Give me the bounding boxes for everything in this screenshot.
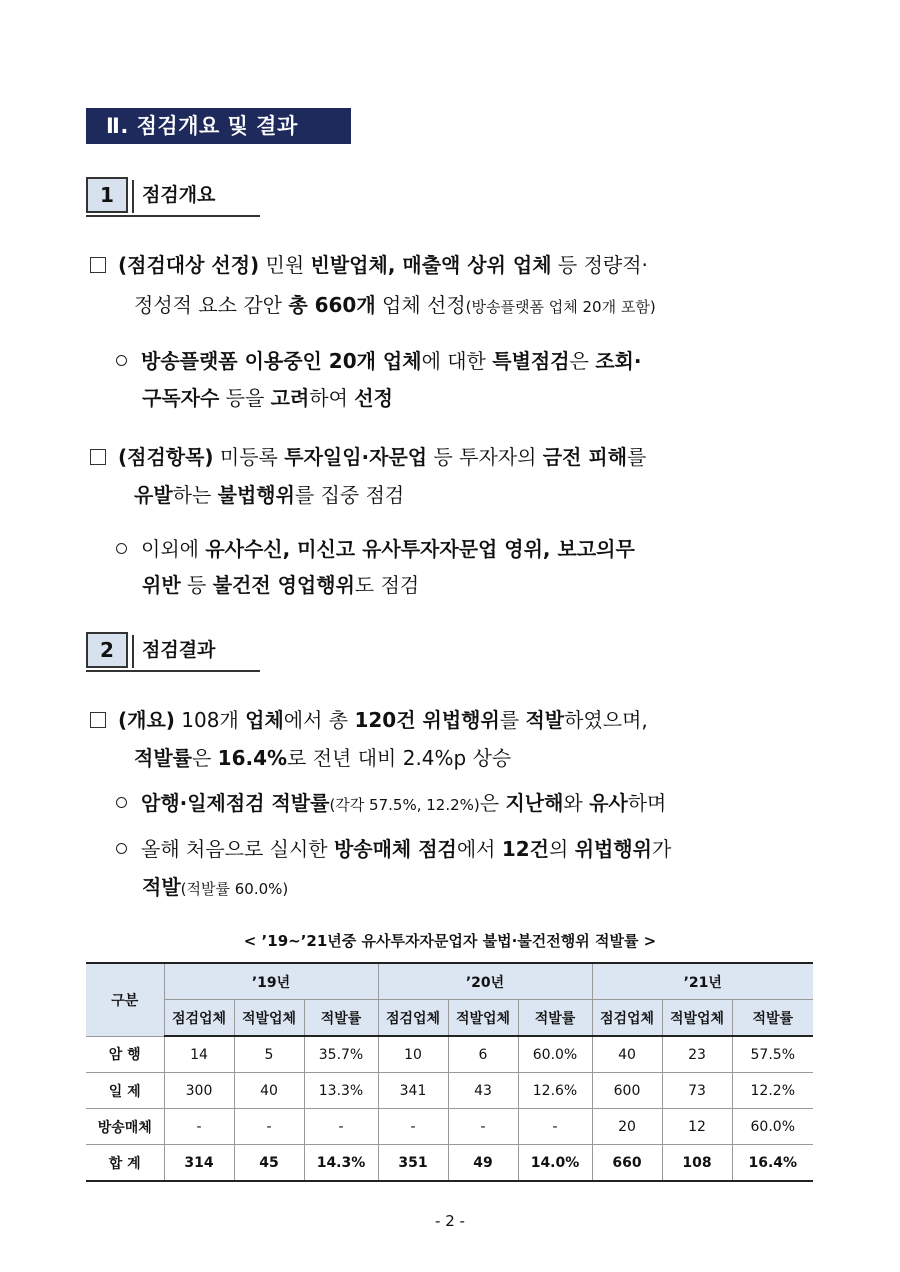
table-row bbox=[86, 1036, 813, 1073]
subsection-heading-1 bbox=[86, 177, 286, 217]
table-row bbox=[86, 1109, 813, 1145]
table-cell: 49 bbox=[448, 1145, 518, 1182]
circle-bullet-icon bbox=[116, 543, 127, 554]
table-cell: 14.0% bbox=[518, 1145, 592, 1182]
table-cell: 341 bbox=[378, 1073, 448, 1109]
table-row bbox=[86, 1073, 813, 1109]
table-cell: 14.3% bbox=[304, 1145, 378, 1182]
table-cell: 314 bbox=[164, 1145, 234, 1182]
subcol-header: 점검업체 bbox=[164, 1000, 234, 1037]
table-cell: 600 bbox=[592, 1073, 662, 1109]
subsection-title: 점검결과 bbox=[142, 639, 216, 661]
table-cell: - bbox=[378, 1109, 448, 1145]
subcol-header: 적발률 bbox=[732, 1000, 813, 1037]
paragraph-overview: (개요) 108개 업체에서 총 120건 위법행위를 적발하였으며, bbox=[90, 703, 648, 737]
table-cell: 60.0% bbox=[518, 1036, 592, 1073]
subpoint-broadcast-inspection-cont: 적발(적발률 60.0%) bbox=[142, 875, 289, 899]
table-cell: - bbox=[448, 1109, 518, 1145]
paragraph-target-selection-cont: 정성적 요소 감안 총 660개 업체 선정(방송플랫폼 업체 20개 포함) bbox=[134, 293, 656, 317]
circle-bullet-icon bbox=[116, 355, 127, 366]
table-cell: 6 bbox=[448, 1036, 518, 1073]
table-row bbox=[86, 1145, 813, 1182]
paragraph-inspection-items-cont: 유발하는 불법행위를 집중 점검 bbox=[134, 483, 405, 507]
subcol-header: 적발업체 bbox=[448, 1000, 518, 1037]
subcol-header: 적발률 bbox=[304, 1000, 378, 1037]
table-cell: 60.0% bbox=[732, 1109, 813, 1145]
table-cell: 12.2% bbox=[732, 1073, 813, 1109]
table-cell: 351 bbox=[378, 1145, 448, 1182]
table-cell: - bbox=[304, 1109, 378, 1145]
table-cell: 57.5% bbox=[732, 1036, 813, 1073]
page-number: - 2 - bbox=[435, 1212, 465, 1230]
checkbox-bullet-icon bbox=[90, 712, 106, 728]
table-cell: - bbox=[164, 1109, 234, 1145]
subpoint-other-items: 이외에 유사수신, 미신고 유사투자자문업 영위, 보고의무 bbox=[116, 532, 635, 566]
table-row-header-label: 구분 bbox=[86, 963, 164, 1036]
subpoint-broadcast-inspection: 올해 처음으로 실시한 방송매체 점검에서 12건의 위법행위가 bbox=[116, 832, 671, 866]
subsection-divider bbox=[132, 635, 134, 668]
table-cell: 12 bbox=[662, 1109, 732, 1145]
table-caption: < ’19~’21년중 유사투자자문업자 불법·불건전행위 적발률 > bbox=[243, 932, 657, 950]
subpoint-other-items-cont: 위반 등 불건전 영업행위도 점검 bbox=[142, 573, 420, 597]
subcol-header: 적발업체 bbox=[662, 1000, 732, 1037]
table-cell: 660 bbox=[592, 1145, 662, 1182]
subsection-title: 점검개요 bbox=[142, 184, 216, 206]
paragraph-target-selection: (점검대상 선정) 민원 빈발업체, 매출액 상위 업체 등 정량적· bbox=[90, 248, 648, 282]
subsection-underline bbox=[86, 670, 260, 672]
table-cell: 20 bbox=[592, 1109, 662, 1145]
row-label: 암 행 bbox=[86, 1036, 164, 1073]
subpoint-detection-rate: 암행·일제점검 적발률(각각 57.5%, 12.2%)은 지난해와 유사하며 bbox=[116, 786, 666, 822]
row-label: 합 계 bbox=[86, 1145, 164, 1182]
table-cell: 43 bbox=[448, 1073, 518, 1109]
circle-bullet-icon bbox=[116, 797, 127, 808]
table-cell: 16.4% bbox=[732, 1145, 813, 1182]
detection-rate-table bbox=[86, 962, 813, 1182]
table-cell: 23 bbox=[662, 1036, 732, 1073]
subcol-header: 적발업체 bbox=[234, 1000, 304, 1037]
year-header: ’21년 bbox=[592, 963, 813, 1000]
table-cell: 45 bbox=[234, 1145, 304, 1182]
table-cell: 73 bbox=[662, 1073, 732, 1109]
table-cell: 5 bbox=[234, 1036, 304, 1073]
paragraph-overview-cont: 적발률은 16.4%로 전년 대비 2.4%p 상승 bbox=[134, 746, 512, 770]
table-cell: 35.7% bbox=[304, 1036, 378, 1073]
row-label: 방송매체 bbox=[86, 1109, 164, 1145]
year-header: ’20년 bbox=[378, 963, 592, 1000]
subsection-number: 2 bbox=[86, 632, 128, 668]
subpoint-special-inspection-cont: 구독자수 등을 고려하여 선정 bbox=[142, 386, 393, 410]
subcol-header: 적발률 bbox=[518, 1000, 592, 1037]
subpoint-special-inspection: 방송플랫폼 이용중인 20개 업체에 대한 특별점검은 조회· bbox=[116, 344, 641, 378]
circle-bullet-icon bbox=[116, 843, 127, 854]
table-cell: 108 bbox=[662, 1145, 732, 1182]
subcol-header: 점검업체 bbox=[592, 1000, 662, 1037]
table-cell: 300 bbox=[164, 1073, 234, 1109]
table-cell: 13.3% bbox=[304, 1073, 378, 1109]
checkbox-bullet-icon bbox=[90, 449, 106, 465]
section-header: Ⅱ. 점검개요 및 결과 bbox=[86, 108, 351, 144]
table-cell: 40 bbox=[234, 1073, 304, 1109]
subsection-divider bbox=[132, 180, 134, 213]
table-cell: - bbox=[518, 1109, 592, 1145]
table-cell: 10 bbox=[378, 1036, 448, 1073]
subcol-header: 점검업체 bbox=[378, 1000, 448, 1037]
table-cell: - bbox=[234, 1109, 304, 1145]
checkbox-bullet-icon bbox=[90, 257, 106, 273]
year-header: ’19년 bbox=[164, 963, 378, 1000]
paragraph-inspection-items: (점검항목) 미등록 투자일임·자문업 등 투자자의 금전 피해를 bbox=[90, 440, 646, 474]
subsection-underline bbox=[86, 215, 260, 217]
row-label: 일 제 bbox=[86, 1073, 164, 1109]
subsection-number: 1 bbox=[86, 177, 128, 213]
subsection-heading-2 bbox=[86, 632, 286, 672]
table-cell: 14 bbox=[164, 1036, 234, 1073]
table-cell: 40 bbox=[592, 1036, 662, 1073]
table-cell: 12.6% bbox=[518, 1073, 592, 1109]
